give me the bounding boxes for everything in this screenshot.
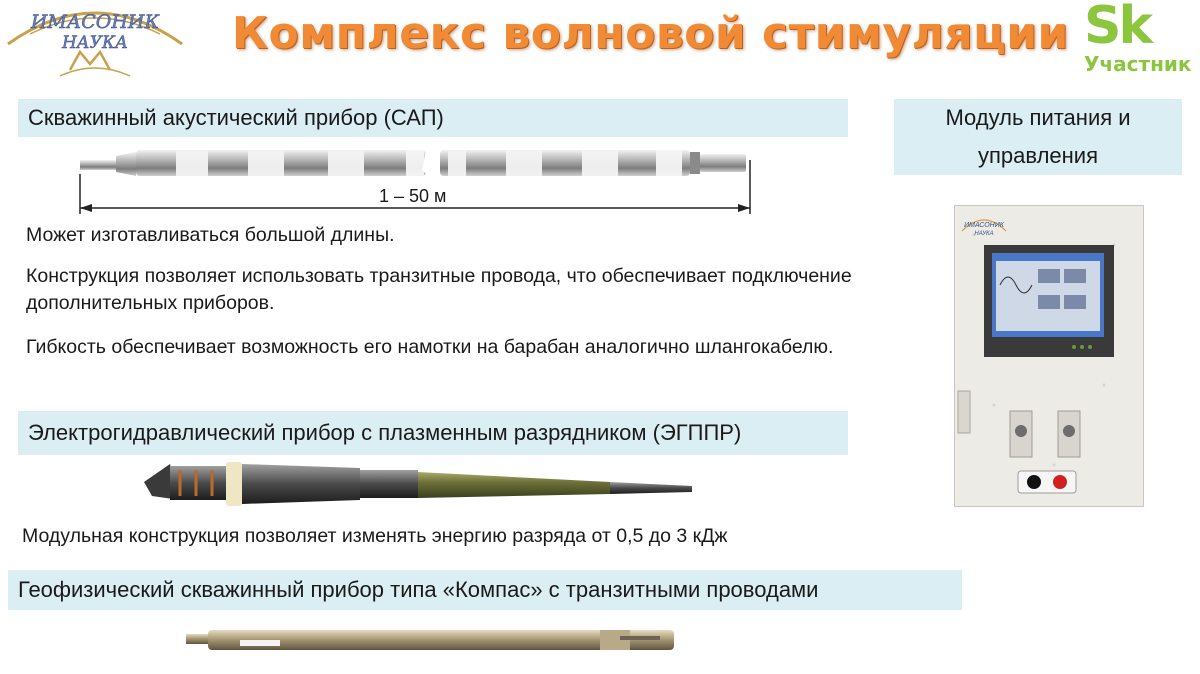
egppr-paragraph: Модульная конструкция позволяет изменять энергию разряда от 0,5 до 3 кДж <box>22 525 728 547</box>
sk-caption: Участник <box>1084 52 1192 76</box>
length-label: 1 – 50 м <box>375 186 450 207</box>
control-cabinet-image <box>954 205 1144 507</box>
logo-text-top: ИМАСОНИК <box>30 11 160 33</box>
page-title: Комплекс волновой стимуляции <box>232 8 1069 59</box>
skolkovo-participant-logo <box>1082 2 1200 78</box>
sap-paragraph-1: Может изготавливаться большой длины. <box>26 224 395 246</box>
sap-paragraph-2: Конструкция позволяет использовать транзитные провода, что обеспечивает подключение дополнительных приборов. <box>26 265 852 314</box>
section-heading-sap: Скважинный акустический прибор (САП) <box>18 99 848 137</box>
section-heading-egppr: Электрогидравлический прибор с плазменным разрядником (ЭГППР) <box>18 411 848 455</box>
sk-mark: Sk <box>1084 0 1151 56</box>
imasonik-nauka-logo <box>0 0 190 80</box>
section-heading-module: Модуль питания и управления <box>894 99 1182 175</box>
egppr-tool-image <box>140 456 700 522</box>
svg-text:НАУКА: НАУКА <box>974 231 994 237</box>
kompas-tool-image <box>180 616 680 662</box>
sap-paragraph-3: Гибкость обеспечивает возможность его намотки на барабан аналогично шлангокабелю. <box>26 336 834 358</box>
section-heading-kompas: Геофизический скважинный прибор типа «Компас» с транзитными проводами <box>8 570 962 610</box>
logo-text-bottom: НАУКА <box>61 33 129 53</box>
svg-text:ИМАСОНИК: ИМАСОНИК <box>964 222 1004 229</box>
